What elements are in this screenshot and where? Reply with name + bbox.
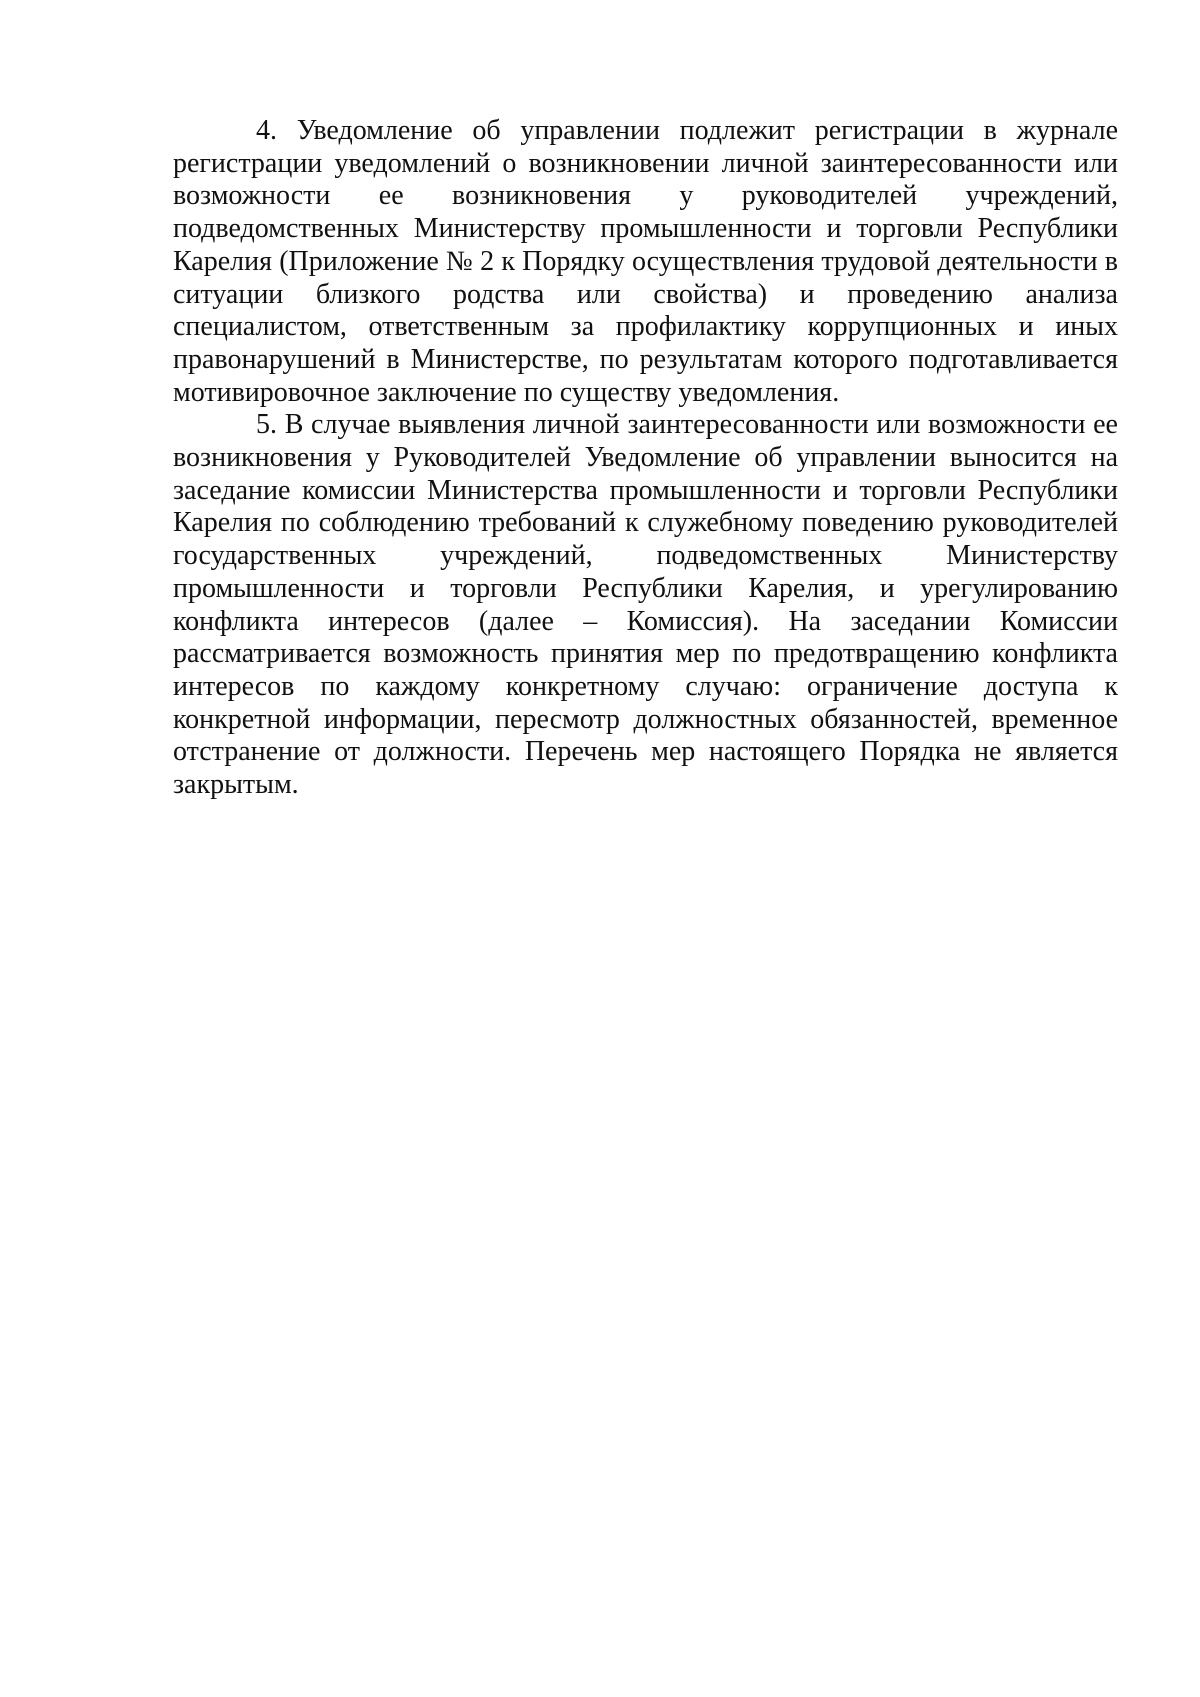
document-body [173, 115, 1118, 802]
paragraph-4: 4. Уведомление об управлении подлежит регистрации в журнале регистрации уведомлений о возникновении личной заинтересованности или возможности ее возникновения у руководителей учреждений, подведомственных Министерству промышленности и торговли Республики Карелия (Приложение № 2 к Порядку осуществления трудовой деятельности в ситуации близкого родства или свойства) и проведению анализа специалистом, ответственным за профилактику коррупционных и иных правонарушений в Министерстве, по результатам которого подготавливается мотивировочное заключение по существу уведомления. [173, 115, 1118, 408]
paragraph-5: 5. В случае выявления личной заинтересованности или возможности ее возникновения у Руководителей Уведомление об управлении выносится на заседание комиссии Министерства промышленности и торговли Республики Карелия по соблюдению требований к служебному поведению руководителей государственных учреждений, подведомственных Министерству промышленности и торговли Республики Карелия, и урегулированию конфликта интересов (далее – Комиссия). На заседании Комиссии рассматривается возможность принятия мер по предотвращению конфликта интересов по каждому конкретному случаю: ограничение доступа к конкретной информации, пересмотр должностных обязанностей, временное отстранение от должности. Перечень мер настоящего Порядка не является закрытым. [173, 409, 1118, 801]
